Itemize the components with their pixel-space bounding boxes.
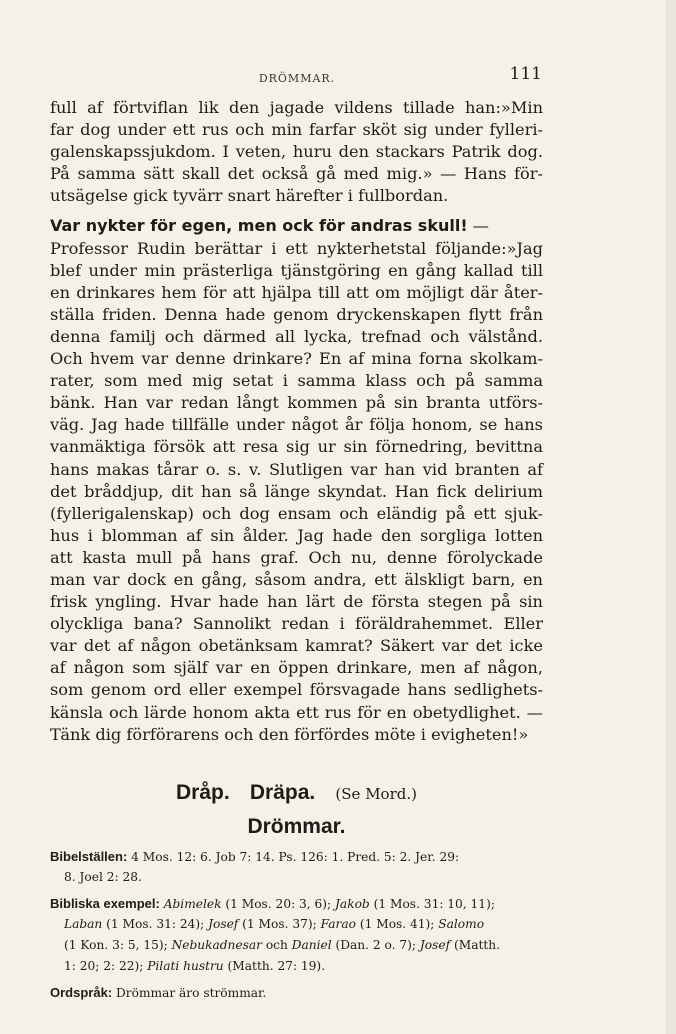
example-name: Pilati hustru: [147, 959, 224, 973]
text-line: (fyllerigalenskap) och dog ensam och eländig på ett sjuk-: [50, 503, 543, 523]
text-line: hans makas tårar o. s. v. Slutligen var han vid branten af: [50, 459, 543, 479]
text-line: galenskapssjukdom. I veten, huru den stackars Patrik dog.: [50, 142, 543, 162]
title-cross-reference: (Se Mord.): [335, 785, 417, 803]
example-name: Josef: [208, 917, 239, 931]
page-edge: [666, 0, 676, 1034]
example-name: Nebukadnesar: [171, 938, 262, 952]
text-line: Och hvem var denne drinkare? En af mina forna skolkam-: [50, 349, 543, 369]
text-line: Tänk dig förförarens och den förfördes möte i evigheten!»: [50, 724, 529, 744]
text-line: På samma sätt skall det också gå med mig.» — Hans för-: [50, 164, 543, 184]
text-line: känsla och lärde honom akta ett rus för en obetydlighet. —: [50, 702, 543, 722]
text-line: af någon som själf var en öppen drinkare, men af någon,: [50, 658, 543, 678]
example-name: Abimelek: [163, 897, 222, 911]
page-number: 111: [509, 64, 542, 84]
bible-label: Bibelställen:: [50, 849, 128, 864]
text-line: rater, som med mig setat i samma klass och på samma: [50, 371, 543, 391]
text-line: full af förtviflan lik den jagade vildens tillade han:»Min: [50, 98, 543, 117]
section-titles: [50, 776, 543, 844]
text-line: man var dock en gång, såsom andra, ett älskligt barn, en: [50, 569, 543, 589]
example-ref: (1 Kon. 3: 5, 15);: [64, 938, 168, 952]
bible-references-line: [50, 867, 543, 888]
text-line: som genom ord eller exempel försvagade hans sedlighets-: [50, 680, 543, 700]
title-drommar: Drömmar.: [247, 815, 346, 838]
body-text: [50, 97, 543, 746]
example-ref: (1 Mos. 37);: [242, 917, 317, 931]
example-ref: (1 Mos. 41);: [359, 917, 435, 931]
example-ref: (1 Mos. 31: 10, 11);: [373, 897, 495, 911]
example-name: Farao: [320, 917, 356, 931]
section-heading-line: [50, 215, 543, 237]
text-line: att kasta mull på hans graf. Och nu, denne förolyckade: [50, 547, 543, 567]
title-row-2: [50, 810, 543, 844]
text-line: bänk. Han var redan långt kommen på sin branta utförs-: [50, 393, 543, 413]
text-line: hus i blomman af sin ålder. Jag hade den sorgliga lotten: [50, 525, 543, 545]
title-drap: Dråp.: [176, 781, 230, 804]
section-heading: Var nykter för egen, men ock för andras skull!: [50, 216, 468, 236]
examples-line: [50, 956, 543, 977]
examples-line: [50, 935, 543, 956]
bible-refs-1: 4 Mos. 12: 6. Job 7: 14. Ps. 126: 1. Pred. 5: 2. Jer. 29:: [131, 850, 460, 864]
text-line: var det af någon obetänksam kamrat? Säkert var det icke: [50, 636, 543, 656]
example-ref: 1: 20; 2: 22);: [64, 959, 144, 973]
text-line: vanmäktiga försök att resa sig ur sin förnedring, bevittna: [50, 437, 543, 457]
examples-line: [50, 914, 543, 935]
example-ref: (1 Mos. 20: 3, 6);: [225, 897, 332, 911]
paragraph-gap: [50, 207, 543, 215]
example-ref: (Matth.: [453, 938, 501, 952]
proverbs-label: Ordspråk:: [50, 985, 113, 1000]
text-line: ställa friden. Denna hade genom dryckenskapen flytt från: [50, 304, 543, 324]
text-line: denna familj och därmed all lycka, trefnad och välstånd.: [50, 326, 543, 346]
bible-refs-2: 8. Joel 2: 28.: [64, 870, 142, 884]
text-line: Professor Rudin berättar i ett nykterhetstal följande:»Jag: [50, 238, 543, 258]
example-conjunction: och: [265, 938, 288, 952]
example-ref: (1 Mos. 31: 24);: [106, 917, 205, 931]
example-name: Josef: [419, 938, 451, 952]
text-line: utsägelse gick tyvärr snart härefter i fullbordan.: [50, 186, 449, 206]
title-drapa: Dräpa.: [249, 781, 316, 804]
references: [50, 846, 543, 1003]
examples-label: Bibliska exempel:: [50, 896, 160, 911]
proverbs-line: [50, 982, 543, 1003]
heading-dash: —: [467, 216, 489, 236]
example-name: Daniel: [291, 938, 332, 952]
text-line: blef under min prästerliga tjänstgöring en gång kallad till: [50, 260, 543, 280]
title-row-1: [50, 776, 543, 810]
example-name: Jakob: [335, 897, 370, 911]
example-name: Salomo: [438, 917, 485, 931]
examples-line: [50, 893, 543, 914]
text-line: olyckliga bana? Sannolikt redan i föräldrahemmet. Eller: [50, 614, 543, 634]
text-line: väg. Jag hade tillfälle under något år följa honom, se hans: [50, 415, 543, 435]
page-header: [52, 64, 542, 86]
text-line: frisk yngling. Hvar hade han lärt de första stegen på sin: [50, 592, 543, 612]
text-line: det bråddjup, dit han så länge skyndat. Han fick delirium: [50, 481, 543, 501]
text-line: en drinkares hem för att hjälpa till att om möjligt där åter-: [50, 282, 543, 302]
running-head: DRÖMMAR.: [258, 72, 336, 85]
bible-references-line: [50, 846, 543, 867]
example-name: Laban: [64, 917, 103, 931]
text-line: far dog under ett rus och min farfar sköt sig under fylleri-: [50, 120, 543, 140]
example-ref: (Matth. 27: 19).: [227, 959, 326, 973]
proverbs-text: Drömmar äro strömmar.: [116, 986, 267, 1000]
example-ref: (Dan. 2 o. 7);: [335, 938, 417, 952]
